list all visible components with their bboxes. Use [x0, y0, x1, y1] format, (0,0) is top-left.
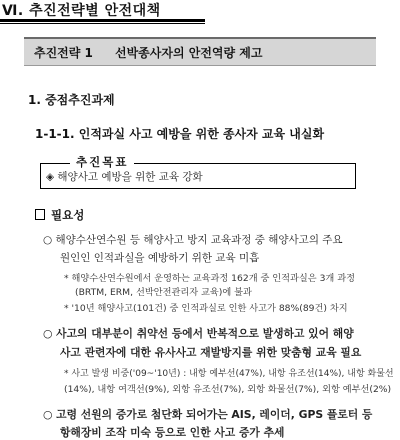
section-heading: 1. 중점추진과제 — [28, 93, 115, 107]
bullet-2-note-line-2: (14%), 내항 여객선(9%), 외항 유조선(7%), 외항 화물선(7%), 외항 예부선(2%) — [64, 384, 392, 395]
chapter-title-underline-thin — [0, 23, 205, 24]
bullet-3-line-2: 항해장비 조작 미숙 등으로 인한 사고 증가 추세 — [60, 426, 285, 439]
bullet-1-line-2: 원인인 인적과실을 예방하기 위한 교육 미흡 — [60, 252, 260, 264]
strategy-title: 선박종사자의 안전역량 제고 — [115, 46, 263, 60]
bullet-3-line-1: ○ 고령 선원의 증가로 첨단화 되어가는 AIS, 레이더, GPS 플로터 등 — [43, 408, 373, 421]
bullet-2-note-line-1: * 사고 발생 비중('09~'10년) : 내항 예부선(47%), 내항 유조선(14%), 내항 화물선 — [64, 369, 394, 379]
goal-text: ◈ 해양사고 예방을 위한 교육 강화 — [46, 171, 203, 183]
goal-label: 추진목표 — [76, 155, 129, 169]
chapter-title: Ⅵ. 추진전략별 안전대책 — [2, 3, 161, 19]
bullet-2-line-2: 사고 관련자에 대한 유사사고 재발방지를 위한 맞춤형 교육 필요 — [60, 346, 362, 359]
bullet-2-line-1: ○ 사고의 대부분이 취약선 등에서 반복적으로 발생하고 있어 해양 — [43, 327, 354, 340]
task-heading: 1-1-1. 인적과실 사고 예방을 위한 종사자 교육 내실화 — [35, 127, 325, 141]
checkbox-square-icon — [35, 209, 45, 220]
bullet-1-note-1-line-1: * 해양수산연수원에서 운영하는 교육과정 162개 중 인적과실은 3개 과정 — [64, 273, 355, 284]
bullet-1-note-1-line-2: (BRTM, ERM, 선박안전관리자 교육)에 불과 — [75, 287, 252, 298]
strategy-label: 추진전략 1 — [34, 46, 93, 60]
need-heading: 필요성 — [51, 208, 85, 222]
bullet-1-line-1: ○ 해양수산연수원 등 해양사고 방지 교육과정 중 해양사고의 주요 — [43, 234, 343, 246]
goal-label-wrap — [70, 151, 134, 170]
bullet-1-note-2: * '10년 해양사고(101건) 중 인적과실로 인한 사고가 88%(89건) 차지 — [64, 303, 348, 314]
chapter-title-underline — [0, 19, 205, 22]
